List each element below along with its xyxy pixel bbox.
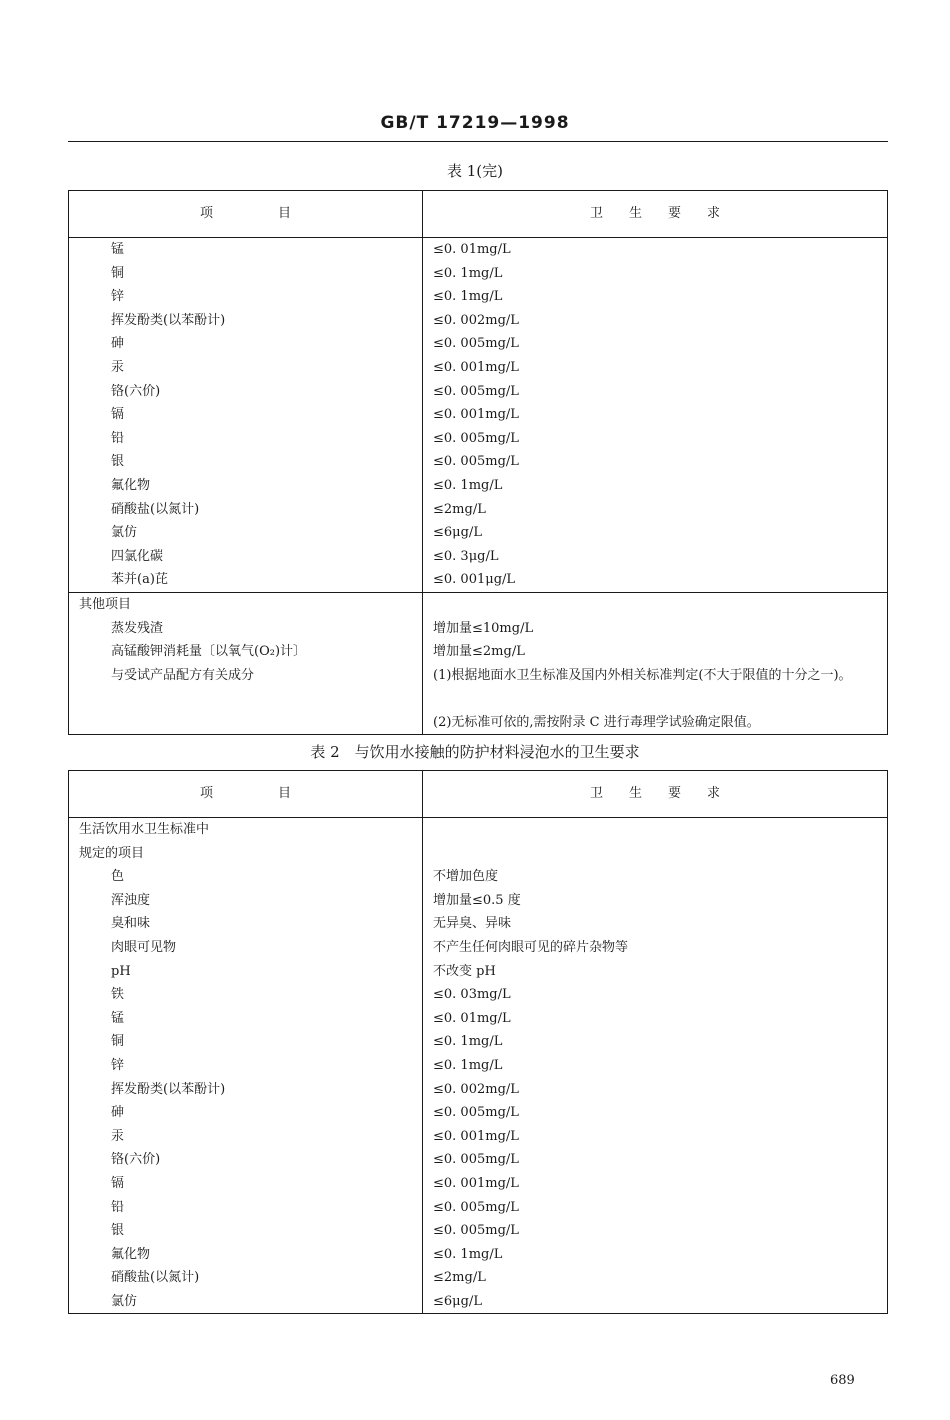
table-row bbox=[69, 1101, 887, 1125]
table-row bbox=[69, 1125, 887, 1149]
row-item: 氟化物 bbox=[111, 1246, 151, 1262]
row-item: 臭和味 bbox=[111, 916, 151, 932]
table-row bbox=[69, 1219, 887, 1243]
table-row bbox=[69, 380, 887, 404]
table-row bbox=[69, 1078, 887, 1102]
table-row bbox=[69, 711, 887, 735]
row-item: 汞 bbox=[111, 1128, 125, 1144]
row-requirement: ≤0. 002mg/L bbox=[433, 312, 519, 328]
row-item: 铬(六价) bbox=[111, 1152, 161, 1168]
table2 bbox=[68, 770, 888, 1314]
table-row bbox=[69, 568, 887, 592]
row-requirement: (2)无标准可依的,需按附录 C 进行毒理学试验确定限值。 bbox=[433, 714, 760, 730]
row-requirement: ≤0. 005mg/L bbox=[433, 383, 519, 399]
row-requirement: ≤0. 005mg/L bbox=[433, 1199, 519, 1215]
row-item: 挥发酚类(以苯酚计) bbox=[111, 312, 226, 328]
row-item: 硝酸盐(以氮计) bbox=[111, 1270, 200, 1286]
row-item: 镉 bbox=[111, 407, 125, 423]
table-row bbox=[69, 960, 887, 984]
row-requirement: 不产生任何肉眼可见的碎片杂物等 bbox=[433, 939, 629, 955]
row-requirement: ≤0. 001mg/L bbox=[433, 407, 519, 423]
row-item: 铬(六价) bbox=[111, 383, 161, 399]
row-requirement: ≤0. 005mg/L bbox=[433, 1152, 519, 1168]
row-requirement: 增加量≤2mg/L bbox=[433, 644, 525, 660]
table2-header-row bbox=[69, 771, 887, 818]
row-requirement: ≤0. 1mg/L bbox=[433, 265, 503, 281]
row-item: 砷 bbox=[111, 336, 125, 352]
row-item: 银 bbox=[111, 1223, 125, 1239]
row-item: 与受试产品配方有关成分 bbox=[111, 667, 255, 683]
row-item: 铜 bbox=[111, 1034, 125, 1050]
row-requirement: 不增加色度 bbox=[433, 869, 499, 885]
group-title-line2: 规定的项目 bbox=[79, 845, 145, 861]
row-requirement: ≤0. 005mg/L bbox=[433, 430, 519, 446]
table-row bbox=[69, 450, 887, 474]
row-requirement: 无异臭、异味 bbox=[433, 916, 512, 932]
group-title-line1: 生活饮用水卫生标准中 bbox=[79, 822, 210, 837]
table-row bbox=[69, 474, 887, 498]
group-title-row bbox=[69, 593, 887, 617]
table-row bbox=[69, 427, 887, 451]
row-requirement: ≤0. 001mg/L bbox=[433, 359, 519, 375]
row-item: 氯仿 bbox=[111, 1293, 138, 1309]
row-requirement: ≤0. 1mg/L bbox=[433, 477, 503, 493]
row-requirement: ≤0. 001mg/L bbox=[433, 1128, 519, 1144]
table2-body bbox=[69, 818, 887, 1313]
row-requirement: ≤2mg/L bbox=[433, 501, 486, 517]
row-requirement: ≤0. 005mg/L bbox=[433, 336, 519, 352]
table1-caption: 表 1(完) bbox=[446, 162, 504, 180]
row-item: 肉眼可见物 bbox=[111, 939, 177, 955]
table-row bbox=[69, 1030, 887, 1054]
table-row bbox=[69, 498, 887, 522]
table-row bbox=[69, 521, 887, 545]
row-requirement: ≤0. 3μg/L bbox=[433, 548, 499, 564]
table-row bbox=[69, 238, 887, 262]
table-row bbox=[69, 912, 887, 936]
table-row bbox=[69, 617, 887, 641]
row-requirement: ≤0. 1mg/L bbox=[433, 289, 503, 305]
table2-col-item: 项 目 bbox=[199, 786, 291, 801]
table-row bbox=[69, 545, 887, 569]
row-item: 锌 bbox=[111, 1057, 125, 1073]
table-row bbox=[69, 1148, 887, 1172]
group-title-row bbox=[69, 842, 887, 866]
table1-col-item: 项 目 bbox=[199, 206, 291, 221]
table2-col-requirement: 卫 生 要 求 bbox=[589, 786, 720, 801]
table-row bbox=[69, 1007, 887, 1031]
row-requirement: ≤6μg/L bbox=[433, 525, 482, 541]
row-requirement: ≤0. 005mg/L bbox=[433, 1105, 519, 1121]
table-row bbox=[69, 664, 887, 711]
row-item: 锰 bbox=[111, 1010, 125, 1026]
table1-header-row bbox=[69, 191, 887, 238]
row-requirement: ≤0. 1mg/L bbox=[433, 1057, 503, 1073]
row-item: 锰 bbox=[111, 242, 125, 257]
row-item: 铅 bbox=[111, 430, 125, 446]
row-requirement: ≤0. 002mg/L bbox=[433, 1081, 519, 1097]
row-requirement: 增加量≤0.5 度 bbox=[433, 892, 521, 908]
row-requirement: ≤0. 001mg/L bbox=[433, 1175, 519, 1191]
table-row bbox=[69, 1266, 887, 1290]
row-item: 蒸发残渣 bbox=[111, 620, 164, 636]
row-item: 镉 bbox=[111, 1175, 125, 1191]
table-row bbox=[69, 1196, 887, 1220]
group-title-row bbox=[69, 818, 887, 842]
row-item: 浑浊度 bbox=[111, 892, 151, 908]
row-item: 四氯化碳 bbox=[111, 548, 164, 564]
table2-rows bbox=[69, 865, 887, 1313]
table-row bbox=[69, 285, 887, 309]
table-row bbox=[69, 356, 887, 380]
header-rule bbox=[68, 141, 888, 142]
row-item: 汞 bbox=[111, 359, 125, 375]
row-requirement: ≤6μg/L bbox=[433, 1293, 482, 1309]
row-item: 色 bbox=[111, 869, 125, 885]
row-item: 硝酸盐(以氮计) bbox=[111, 501, 200, 517]
row-item: 铅 bbox=[111, 1199, 125, 1215]
table-row bbox=[69, 1054, 887, 1078]
row-item: 银 bbox=[111, 454, 125, 470]
row-requirement: ≤0. 01mg/L bbox=[433, 242, 511, 257]
row-item: 铜 bbox=[111, 265, 125, 281]
table1-body bbox=[69, 238, 887, 592]
row-requirement: ≤0. 1mg/L bbox=[433, 1034, 503, 1050]
table-row bbox=[69, 1290, 887, 1314]
table1 bbox=[68, 190, 888, 735]
row-requirement: ≤0. 03mg/L bbox=[433, 987, 511, 1003]
row-item: 氟化物 bbox=[111, 477, 151, 493]
table-row bbox=[69, 889, 887, 913]
row-item: 氯仿 bbox=[111, 525, 138, 541]
row-item: 砷 bbox=[111, 1105, 125, 1121]
row-requirement: 增加量≤10mg/L bbox=[433, 620, 534, 636]
table-row bbox=[69, 403, 887, 427]
table-row bbox=[69, 1243, 887, 1267]
row-requirement: ≤0. 005mg/L bbox=[433, 454, 519, 470]
table-row bbox=[69, 936, 887, 960]
standard-code-header: GB/T 17219—1998 bbox=[380, 113, 570, 133]
table-row bbox=[69, 865, 887, 889]
row-item: 锌 bbox=[111, 289, 125, 305]
row-item: 苯并(a)芘 bbox=[111, 572, 168, 588]
row-requirement: (1)根据地面水卫生标准及国内外相关标准判定(不大于限值的十分之一)。 bbox=[433, 667, 852, 683]
row-item: 铁 bbox=[111, 987, 125, 1003]
other-items bbox=[69, 617, 887, 664]
row-item: 高锰酸钾消耗量〔以氧气(O₂)计〕 bbox=[111, 644, 307, 660]
row-requirement: ≤0. 1mg/L bbox=[433, 1246, 503, 1262]
table-row bbox=[69, 1172, 887, 1196]
page-number: 689 bbox=[830, 1373, 855, 1388]
table-row bbox=[69, 309, 887, 333]
row-requirement: ≤0. 001μg/L bbox=[433, 572, 516, 588]
group-title: 其他项目 bbox=[79, 596, 132, 612]
table1-other-group bbox=[69, 593, 887, 734]
table2-caption: 表 2 与饮用水接触的防护材料浸泡水的卫生要求 bbox=[310, 743, 640, 761]
table-row bbox=[69, 332, 887, 356]
row-requirement: ≤0. 01mg/L bbox=[433, 1010, 511, 1026]
row-requirement: ≤2mg/L bbox=[433, 1270, 486, 1286]
table-row bbox=[69, 640, 887, 664]
row-item: 挥发酚类(以苯酚计) bbox=[111, 1081, 226, 1097]
row-requirement: 不改变 pH bbox=[433, 963, 496, 979]
table-row bbox=[69, 983, 887, 1007]
table-row bbox=[69, 262, 887, 286]
row-item: pH bbox=[111, 963, 131, 979]
table1-col-requirement: 卫 生 要 求 bbox=[589, 206, 720, 221]
row-requirement: ≤0. 005mg/L bbox=[433, 1223, 519, 1239]
